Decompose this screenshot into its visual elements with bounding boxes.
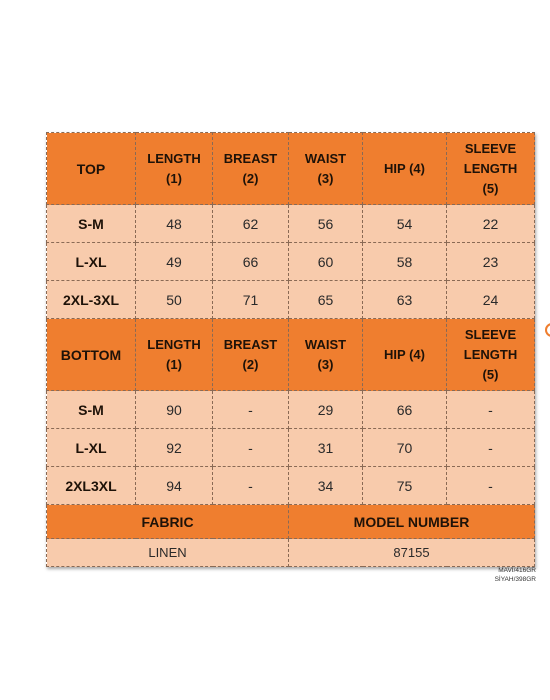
measurement-cell: 60 (289, 243, 363, 281)
column-header-line: (3) (317, 356, 334, 372)
bottom-header-row (47, 319, 535, 391)
column-header (447, 133, 535, 205)
column-header-line: (2) (242, 170, 259, 186)
measurement-cell: 58 (363, 243, 447, 281)
measurement-cell: 94 (136, 467, 213, 505)
table-row (47, 429, 535, 467)
measurement-cell: 62 (213, 205, 289, 243)
column-header (136, 133, 213, 205)
column-header (136, 319, 213, 391)
column-header-line: BREAST (223, 336, 278, 352)
bottom-section-label: BOTTOM (47, 319, 136, 391)
bottom-section (47, 319, 535, 505)
measurement-cell: - (447, 467, 535, 505)
column-header-line: HIP (4) (384, 346, 425, 362)
column-header-line: (5) (482, 366, 499, 382)
column-header-line: WAIST (304, 336, 347, 352)
measurement-cell: 22 (447, 205, 535, 243)
fabric-label: FABRIC (47, 505, 289, 539)
weight-note-line: SİYAH/398GR (494, 576, 536, 583)
top-header-row (47, 133, 535, 205)
column-header (213, 319, 289, 391)
weight-note (495, 566, 536, 584)
footer-section (47, 505, 535, 567)
fabric-value: LINEN (47, 539, 289, 567)
top-section (47, 133, 535, 319)
top-section-label: TOP (47, 133, 136, 205)
measurement-cell: - (213, 429, 289, 467)
weight-note-line: MAVİ/416GR (498, 567, 536, 574)
measurement-cell: - (447, 429, 535, 467)
measurement-cell: 65 (289, 281, 363, 319)
measurement-cell: 48 (136, 205, 213, 243)
column-header-line: LENGTH (147, 150, 201, 166)
model-number-value: 87155 (289, 539, 535, 567)
size-cell: L-XL (47, 243, 136, 281)
measurement-cell: 50 (136, 281, 213, 319)
column-header-line: SLEEVE (464, 140, 517, 156)
column-header (363, 319, 447, 391)
measurement-cell: 71 (213, 281, 289, 319)
column-header (289, 319, 363, 391)
column-header-line: (1) (166, 170, 182, 186)
column-header-line: (3) (317, 170, 334, 186)
column-header-line: (2) (242, 356, 259, 372)
edge-circle-mark (545, 323, 550, 337)
size-cell: 2XL3XL (47, 467, 136, 505)
footer-header-row (47, 505, 535, 539)
column-header-line: SLEEVE (464, 326, 517, 342)
measurement-cell: 34 (289, 467, 363, 505)
column-header (447, 319, 535, 391)
size-cell: S-M (47, 391, 136, 429)
measurement-cell: 66 (363, 391, 447, 429)
footer-value-row (47, 539, 535, 567)
column-header (363, 133, 447, 205)
column-header-line: LENGTH (463, 160, 518, 176)
model-number-label: MODEL NUMBER (289, 505, 535, 539)
column-header-line: WAIST (304, 150, 347, 166)
column-header (213, 133, 289, 205)
measurement-cell: 23 (447, 243, 535, 281)
column-header-line: BREAST (223, 150, 278, 166)
measurement-cell: 24 (447, 281, 535, 319)
column-header-line: (5) (482, 180, 499, 196)
measurement-cell: 92 (136, 429, 213, 467)
measurement-cell: 66 (213, 243, 289, 281)
measurement-cell: 31 (289, 429, 363, 467)
measurement-cell: 54 (363, 205, 447, 243)
size-chart-table (46, 132, 535, 567)
column-header-line: HIP (4) (384, 160, 425, 176)
measurement-cell: 56 (289, 205, 363, 243)
table-row (47, 281, 535, 319)
table-row (47, 391, 535, 429)
size-cell: L-XL (47, 429, 136, 467)
size-cell: S-M (47, 205, 136, 243)
column-header-line: (1) (166, 356, 182, 372)
table-row (47, 243, 535, 281)
measurement-cell: 49 (136, 243, 213, 281)
column-header-line: LENGTH (147, 336, 201, 352)
table-row (47, 205, 535, 243)
measurement-cell: 75 (363, 467, 447, 505)
measurement-cell: - (447, 391, 535, 429)
measurement-cell: 29 (289, 391, 363, 429)
table-row (47, 467, 535, 505)
column-header-line: LENGTH (463, 346, 518, 362)
measurement-cell: 90 (136, 391, 213, 429)
measurement-cell: 63 (363, 281, 447, 319)
size-cell: 2XL-3XL (47, 281, 136, 319)
measurement-cell: - (213, 391, 289, 429)
measurement-cell: - (213, 467, 289, 505)
measurement-cell: 70 (363, 429, 447, 467)
column-header (289, 133, 363, 205)
